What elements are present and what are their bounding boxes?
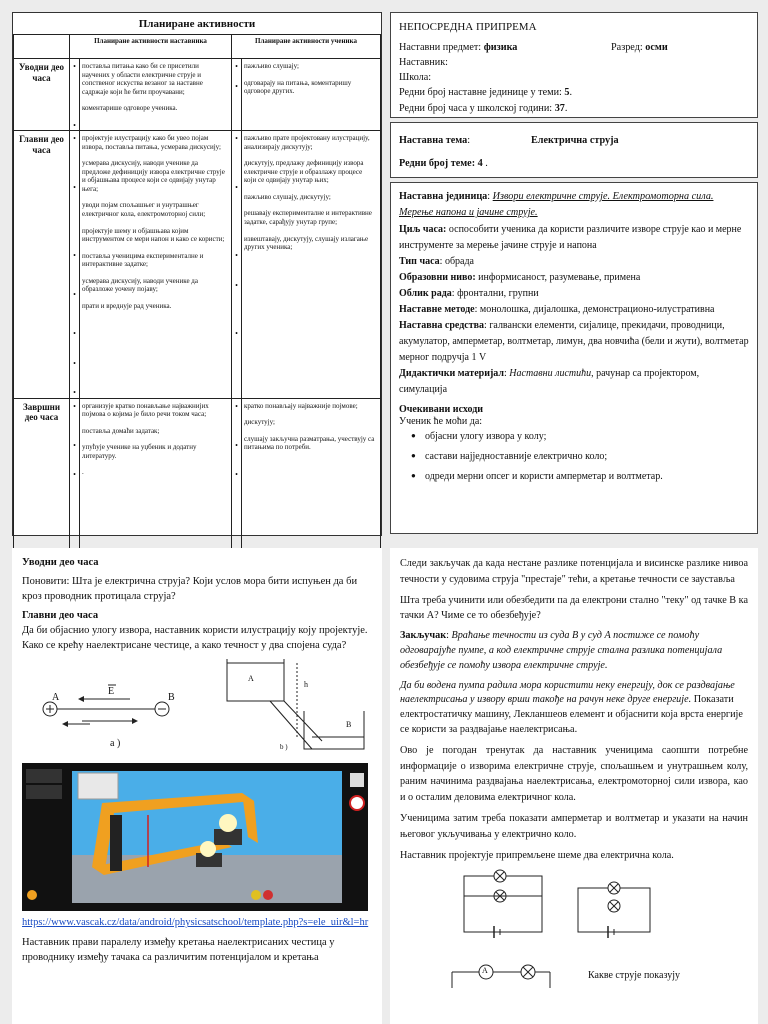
unit-number-line: Редни број наставне јединице у теми: 5. — [399, 87, 573, 99]
vessel-a-label: A — [248, 674, 254, 684]
table-header-row — [14, 35, 381, 59]
no-sign-icon — [350, 796, 364, 810]
charge-and-fluid-illustration — [22, 657, 372, 759]
class-number-line: Редни број часа у школској години: 37. — [399, 102, 568, 114]
energy-paragraph: Да би водена пумпа радила мора користити неку енергију, док се раздвајање наелектрисања у извору врши такође на рачун неке друге енергије. Показати електростатичку машину, Лекланшеов елемент и објаснити која врста енергије се користи за раздвајање наелектрисања. — [400, 679, 743, 735]
main-paragraph-1: Да би објаснио улогу извора, наставник користи илустрацију коју пројектује. — [22, 624, 368, 636]
teacher-final-cell: организује кратко понављање најважнијих појмова о којима је било речи током часа; поставља домаћи задатак; упућује ученике на уџбеник и додатну литературу. . — [80, 398, 232, 548]
outcomes-list — [399, 432, 749, 482]
reset-button-icon — [27, 890, 37, 900]
school-line: Школа: — [399, 72, 432, 84]
height-h-label: h — [304, 680, 308, 690]
theme-line: Наставна тема: Електрична струја — [399, 133, 749, 148]
bulb-glow-1 — [219, 814, 237, 832]
phase-intro: Уводни део часа — [14, 59, 70, 131]
methods-line: Наставне методе: монолошка, дијалошка, демонстрационо-илустративна — [399, 303, 715, 315]
app-store-badge — [26, 769, 62, 783]
teacher-intro-cell: поставља питања како би се присетили научених у области електричне струје и сопственог искуства везаног за наставне садржаје који ће бити проучавани; коментарише одговоре ученика. — [80, 59, 232, 131]
student-intro-cell: пажљиво слушају; одговарају на питања, коментаришу одговоре других. — [242, 59, 381, 131]
table-header-phase — [14, 35, 70, 59]
list-item: ● одреди мерни опсег и користи амперметар и волтметар. — [399, 472, 749, 482]
phase-main: Главни део часа — [14, 131, 70, 398]
simulation-scene — [22, 763, 368, 911]
grade-line: Разред: осми — [611, 41, 668, 53]
table-row: Главни део часа • • • • • • • пројектује илустрацију како би увео појам извора, поставља питања, усмерава дискусију; усмерава дискусију, наводи ученике да предложе дефиницију извора електричне струје и објашњава процесе који се одвијају унутар њега; уводи појам спољашњег и унутрашњег електричног кола, електромоторној сили; пројектује шему и објашњава којим инструментом се мери напон и како се користи; поставља ученицима експерименталне и интерактивне задатке; усмерава дискусију, наводи ученике да образложе уочену појаву; прати и вреднује рад ученика. • • • • • пажљиво прате пројектовану илустрацију, анализирају дискутују; дискутују, предлажу дефиницију извора електричне струје и образлажу процесе који се одвијају унутар њих; пажљиво слушају, дискутују; решавају експерименталне и интерактивне задатке, сарађују унутар групе; извештавају, дискутују, слушају излагање других ученика; — [14, 131, 381, 398]
intro-heading: Уводни део часа — [22, 557, 99, 568]
subject-line: Наставни предмет: физика Разред: осми — [399, 40, 749, 55]
point-b-label: B — [168, 692, 175, 704]
table-header-student: Планиране активности ученика — [232, 35, 381, 59]
activity-planning-title: Планиране активности — [138, 18, 256, 30]
simulation-link[interactable]: https://www.vascak.cz/data/android/physicsatschool/template.php?s=ele_uir&l=hr — [22, 917, 369, 929]
circuit-schemes — [400, 868, 748, 988]
table-header-teacher: Планиране активности наставника — [70, 35, 232, 59]
student-main-cell: пажљиво прате пројектовану илустрацију, анализирају дискутују; дискутују, предлажу дефиницију извора електричне струје и образлажу процесе који се одвијају унутар њих; пажљиво слушају, дискутују; решавају експерименталне и интерактивне задатке, сарађују унутар групе; извештавају, дискутују, слушају излагање других ученика; — [242, 131, 381, 398]
goal-line: Циљ часа: оспособити ученика да користи различите изворе струје као и мерне инструменте за мерење јачине струје и напона — [399, 223, 742, 251]
comparison-figure — [22, 657, 372, 759]
table-row: Завршни део часа • • • организује кратко понављање најважнијих појмова о којима је било речи током часа; поставља домаћи задатак; упућује ученике на уџбеник и додатну литературу. . • • • кратко понављају најважније појмове; дискутују; слушају закључна разматрања, учествују са питањима по потреби. — [14, 398, 381, 548]
wire-right — [242, 793, 258, 843]
list-item: ● састави најједноставније електрично коло; — [399, 452, 749, 462]
main-heading: Главни део часа — [22, 609, 99, 621]
conclusion-statement: Закључак: Враћање течности из суда B у суд A постиже се помоћу одговарајуће пумпе, а код електричне струје стална разлика потенцијала обезбеђује се помоћу извора електричне струје. — [400, 630, 723, 671]
circuit-scheme-2 — [578, 882, 650, 938]
field-e-label: E — [108, 686, 115, 698]
type-line: Тип часа: обрада — [399, 255, 474, 267]
circuit-scheme-1 — [464, 870, 542, 938]
subject-value: физика — [483, 41, 518, 53]
charge-flow-diagram — [43, 685, 169, 727]
conclusion-paragraph-2: Шта треба учинити или обезбедити па да електрони стално "теку" од тачке B ка тачки A? Чиме се то обезбеђује? — [400, 594, 748, 622]
meters-paragraph: Ученицима затим треба показати амперметар и волтметар и указати на начин његовог укључивања у електрично коло. — [400, 812, 748, 840]
sources-paragraph: Ово је погодан тренутак да наставник ученицима саопшти потребне информације о изворима електричне струје, спољашњем и унутрашњем колу, раним начинима раздвајања наелектрисања, електромоторној сили извора, као и о осталим деловима електричног кола. — [400, 744, 748, 804]
parallel-paragraph: Наставник прави паралелу између кретања наелектрисаних честица у проводнику између тачака са различитим потенцијалом и кретања — [22, 937, 335, 963]
phase-final: Завршни део часа — [14, 398, 70, 548]
student-final-cell: кратко понављају најважније појмове; дискутују; слушају закључна разматрања, учествују са питањима по потреби. — [242, 398, 381, 548]
conclusion-paragraph-1: Следи закључак да када нестане разлике потенцијала и висинске разлике нивоа течности у судовима струја "престаје" тећи, а кретање течности се зауставља — [400, 558, 748, 585]
outcomes-intro: Ученик ће моћи да: — [399, 416, 483, 428]
trash-icon — [350, 773, 364, 787]
google-play-badge — [26, 785, 62, 799]
conclusion-panel — [390, 548, 758, 1024]
unit-line: Наставна јединица: Извори електричне струје. Електромоторна сила. Мерење напона и јачине струје. — [399, 191, 714, 219]
ammeter-label: A — [482, 966, 488, 976]
activity-planning-panel — [12, 12, 382, 536]
battery-cell — [110, 815, 122, 871]
prep-panel — [390, 12, 758, 118]
vessel-b-label: B — [346, 720, 352, 730]
unit-panel — [390, 182, 758, 534]
circuit-scheme-3 — [452, 965, 550, 988]
main-paragraph-2: Како се крећу наелектрисане честице, а како течност у два спојена суда? — [22, 639, 347, 651]
level-line: Образовни ниво: информисаност, разумевање, примена — [399, 271, 641, 283]
activity-planning-table — [13, 34, 381, 549]
table-row: Уводни део часа • • поставља питања како би се присетили научених у области електричне струје и сопственог искуства везаног за наставне садржаје који ће бити проучавани; коментарише одговоре ученика. • • пажљиво слушају; одговарају на питања, коментаришу одговоре других. — [14, 59, 381, 131]
outcomes-heading: Очекивани исходи — [399, 403, 484, 415]
teacher-line: Наставник: — [399, 56, 448, 68]
teacher-main-cell: пројектује илустрацију како би увео појам извора, поставља питања, усмерава дискусију; усмерава дискусију, наводи ученике да предложе дефиницију извора електричне струје и објашњава процесе који се одвијају унутар њега; уводи појам спољашњег и унутрашњег електричног кола, електромоторној сили; пројектује шему и објашњава којим инструментом се мери напон и како се користи; поставља ученицима експерименталне и интерактивне задатке; усмерава дискусију, наводи ученике да образложе уочену појаву; прати и вреднује рад ученика. — [80, 131, 232, 398]
means-line: Наставна средства: галвански елементи, сијалице, прекидачи, проводници, акумулатор, амперметар, волтметар, лимун, два новчића (бели и жути), волтметар мерног подручја 1 V — [399, 319, 749, 363]
form-line: Облик рада: фронтални, групни — [399, 287, 539, 299]
theme-number-line: Редни број теме: 4 . — [399, 158, 488, 170]
switch-button-icon — [251, 890, 261, 900]
wire-top — [102, 793, 254, 813]
stop-button-icon — [263, 890, 273, 900]
point-a-label: A — [52, 692, 60, 704]
prep-title: НЕПОСРЕДНА ПРИПРЕМА — [399, 21, 537, 33]
schemes-paragraph: Наставник пројектује припремљене шеме два електрична кола. — [400, 849, 674, 861]
list-item: ● објасни улогу извора у колу; — [399, 432, 749, 442]
bulb-glow-2 — [200, 841, 216, 857]
figure-b-caption: b ) — [280, 743, 288, 752]
lesson-intro-panel — [12, 548, 382, 1024]
component-toolbox — [78, 773, 118, 799]
theme-value: Електрична струја — [531, 135, 619, 146]
theme-panel — [390, 122, 758, 178]
didactic-line: Дидактички материјал: Наставни листићи, рачунар са пројектором, симулација — [399, 367, 700, 395]
circuit-scheme-drawings — [400, 868, 746, 988]
intro-question: Поновити: Шта је електрична струја? Који услов мора бити испуњен да би кроз проводник протицала струја? — [22, 575, 358, 602]
figure-a-caption: а ) — [110, 738, 121, 750]
circuit-simulation-screenshot[interactable] — [22, 763, 368, 911]
currents-question: Какве струје показују — [588, 970, 680, 982]
